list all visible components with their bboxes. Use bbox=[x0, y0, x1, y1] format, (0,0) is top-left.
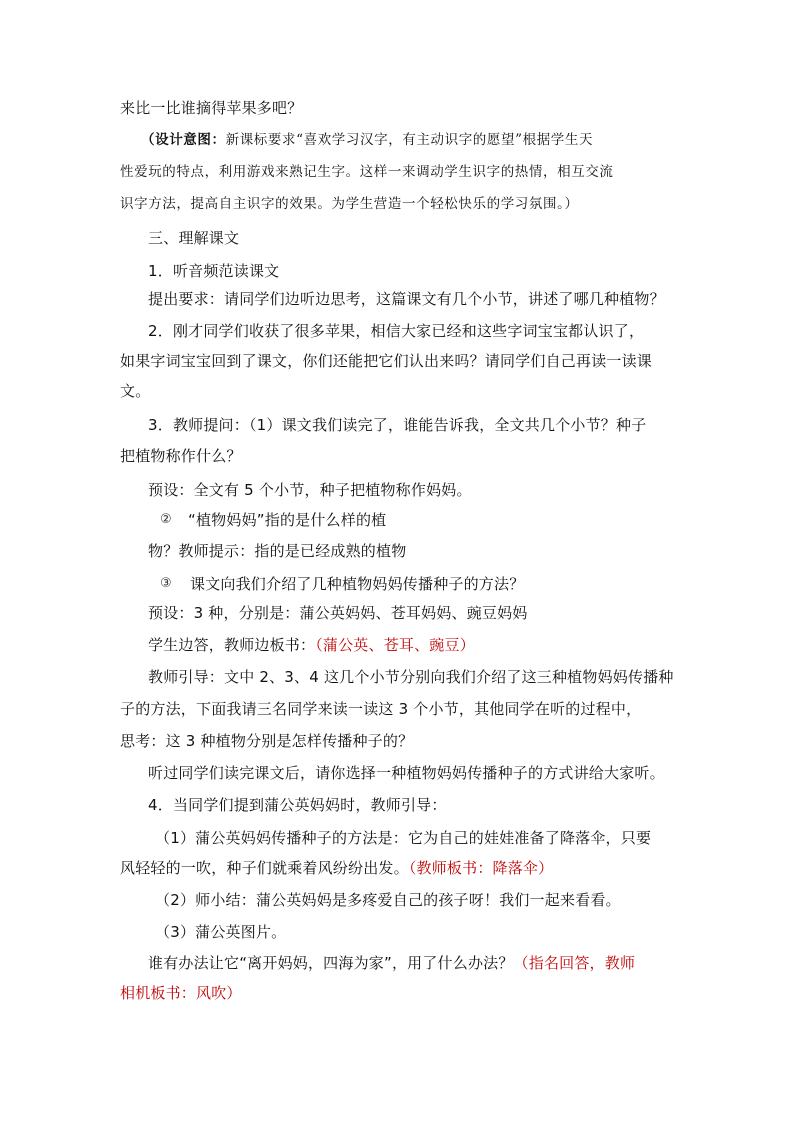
answer-instruction: （指名回答，教师 bbox=[513, 954, 636, 972]
step-2-line-2: 如果字词宝宝回到了课文，你们还能把它们认出来吗？请同学们自己再读一读课 bbox=[120, 352, 653, 370]
step-4-intro: 4．当同学们提到蒲公英妈妈时，教师引导： bbox=[148, 796, 447, 814]
question-text: 谁有办法让它“离开妈妈，四海为家”，用了什么办法？ bbox=[148, 954, 514, 972]
board-writing-wind: 相机板书：风吹） bbox=[120, 984, 242, 1002]
teacher-guide-line-1: 教师引导：文中 2、3、4 这几个小节分别向我们介绍了这三种植物妈妈传播种 bbox=[148, 668, 674, 686]
step-2-line-3: 文。 bbox=[120, 382, 151, 400]
teacher-guide-line-2: 子的方法，下面我请三名同学来读一读这 3 个小节，其他同学在听的过程中， bbox=[120, 700, 642, 718]
design-intent-label: （设计意图： bbox=[141, 132, 226, 148]
board-writing-plants: （蒲公英、苍耳、豌豆） bbox=[315, 636, 475, 654]
line-preset-1: 预设：全文有 5 个小节，种子把植物称作妈妈。 bbox=[148, 481, 472, 499]
question-line-1 bbox=[148, 953, 635, 973]
dandelion-item-2: （2）师小结：蒲公英妈妈是多疼爱自己的孩子呀！我们一起来看看。 bbox=[155, 891, 621, 909]
list-marker-3: ③ bbox=[160, 576, 172, 591]
line-preset-2: 预设：3 种，分别是：蒲公英妈妈、苍耳妈妈、豌豆妈妈 bbox=[148, 604, 528, 622]
dandelion-item-1-line-1: （1）蒲公英妈妈传播种子的方法是：它为自己的娃娃准备了降落伞，只要 bbox=[155, 829, 652, 847]
design-intent-line-2: 性爱玩的特点，利用游戏来熟记生字。这样一来调动学生识字的热情，相互交流 bbox=[120, 164, 614, 180]
list-marker-2: ② bbox=[160, 512, 172, 527]
section-heading-understand-text: 三、理解课文 bbox=[148, 229, 240, 247]
step-1-listen-audio: 1．听音频范读课文 bbox=[148, 262, 280, 280]
line-choose-plant: 听过同学们读完课文后，请你选择一种植物妈妈传播种子的方式讲给大家听。 bbox=[148, 764, 665, 782]
teacher-guide-line-3: 思考：这 3 种植物分别是怎样传播种子的？ bbox=[120, 732, 414, 750]
dandelion-item-1-text: 风轻轻的一吹，种子们就乘着风纷纷出发。 bbox=[120, 859, 409, 877]
step-3-line-2: 把植物称作什么？ bbox=[120, 447, 242, 465]
design-intent-line-1 bbox=[141, 130, 593, 150]
dandelion-item-1-line-2 bbox=[120, 858, 553, 878]
line-how-many-plants: 课文向我们介绍了几种植物妈妈传播种子的方法？ bbox=[190, 575, 525, 593]
line-apple-game: 来比一比谁摘得苹果多吧？ bbox=[120, 99, 303, 117]
board-writing-parachute: （教师板书：降落伞） bbox=[408, 859, 554, 877]
line-teacher-hint: 物？教师提示：指的是已经成熟的植物 bbox=[148, 542, 407, 560]
line-requirement: 提出要求：请同学们边听边思考，这篇课文有几个小节，讲述了哪几种植物？ bbox=[148, 290, 665, 308]
dandelion-item-3: （3）蒲公英图片。 bbox=[155, 923, 287, 941]
step-2-line-1: 2．刚才同学们收获了很多苹果，相信大家已经和这些字词宝宝都认识了， bbox=[148, 322, 645, 340]
step-3-line-1: 3．教师提问：（1）课文我们读完了，谁能告诉我，全文共几个小节？种子 bbox=[148, 416, 647, 434]
line-board-writing bbox=[148, 635, 475, 655]
board-writing-prefix: 学生边答，教师边板书： bbox=[148, 636, 316, 654]
design-intent-line-3: 识字方法，提高自主识字的效果。为学生营造一个轻松快乐的学习氛围。） bbox=[120, 196, 579, 212]
design-intent-text: 新课标要求“喜欢学习汉字，有主动识字的愿望”根据学生天 bbox=[225, 132, 594, 148]
line-plant-mother-question: “植物妈妈”指的是什么样的植 bbox=[188, 511, 387, 529]
